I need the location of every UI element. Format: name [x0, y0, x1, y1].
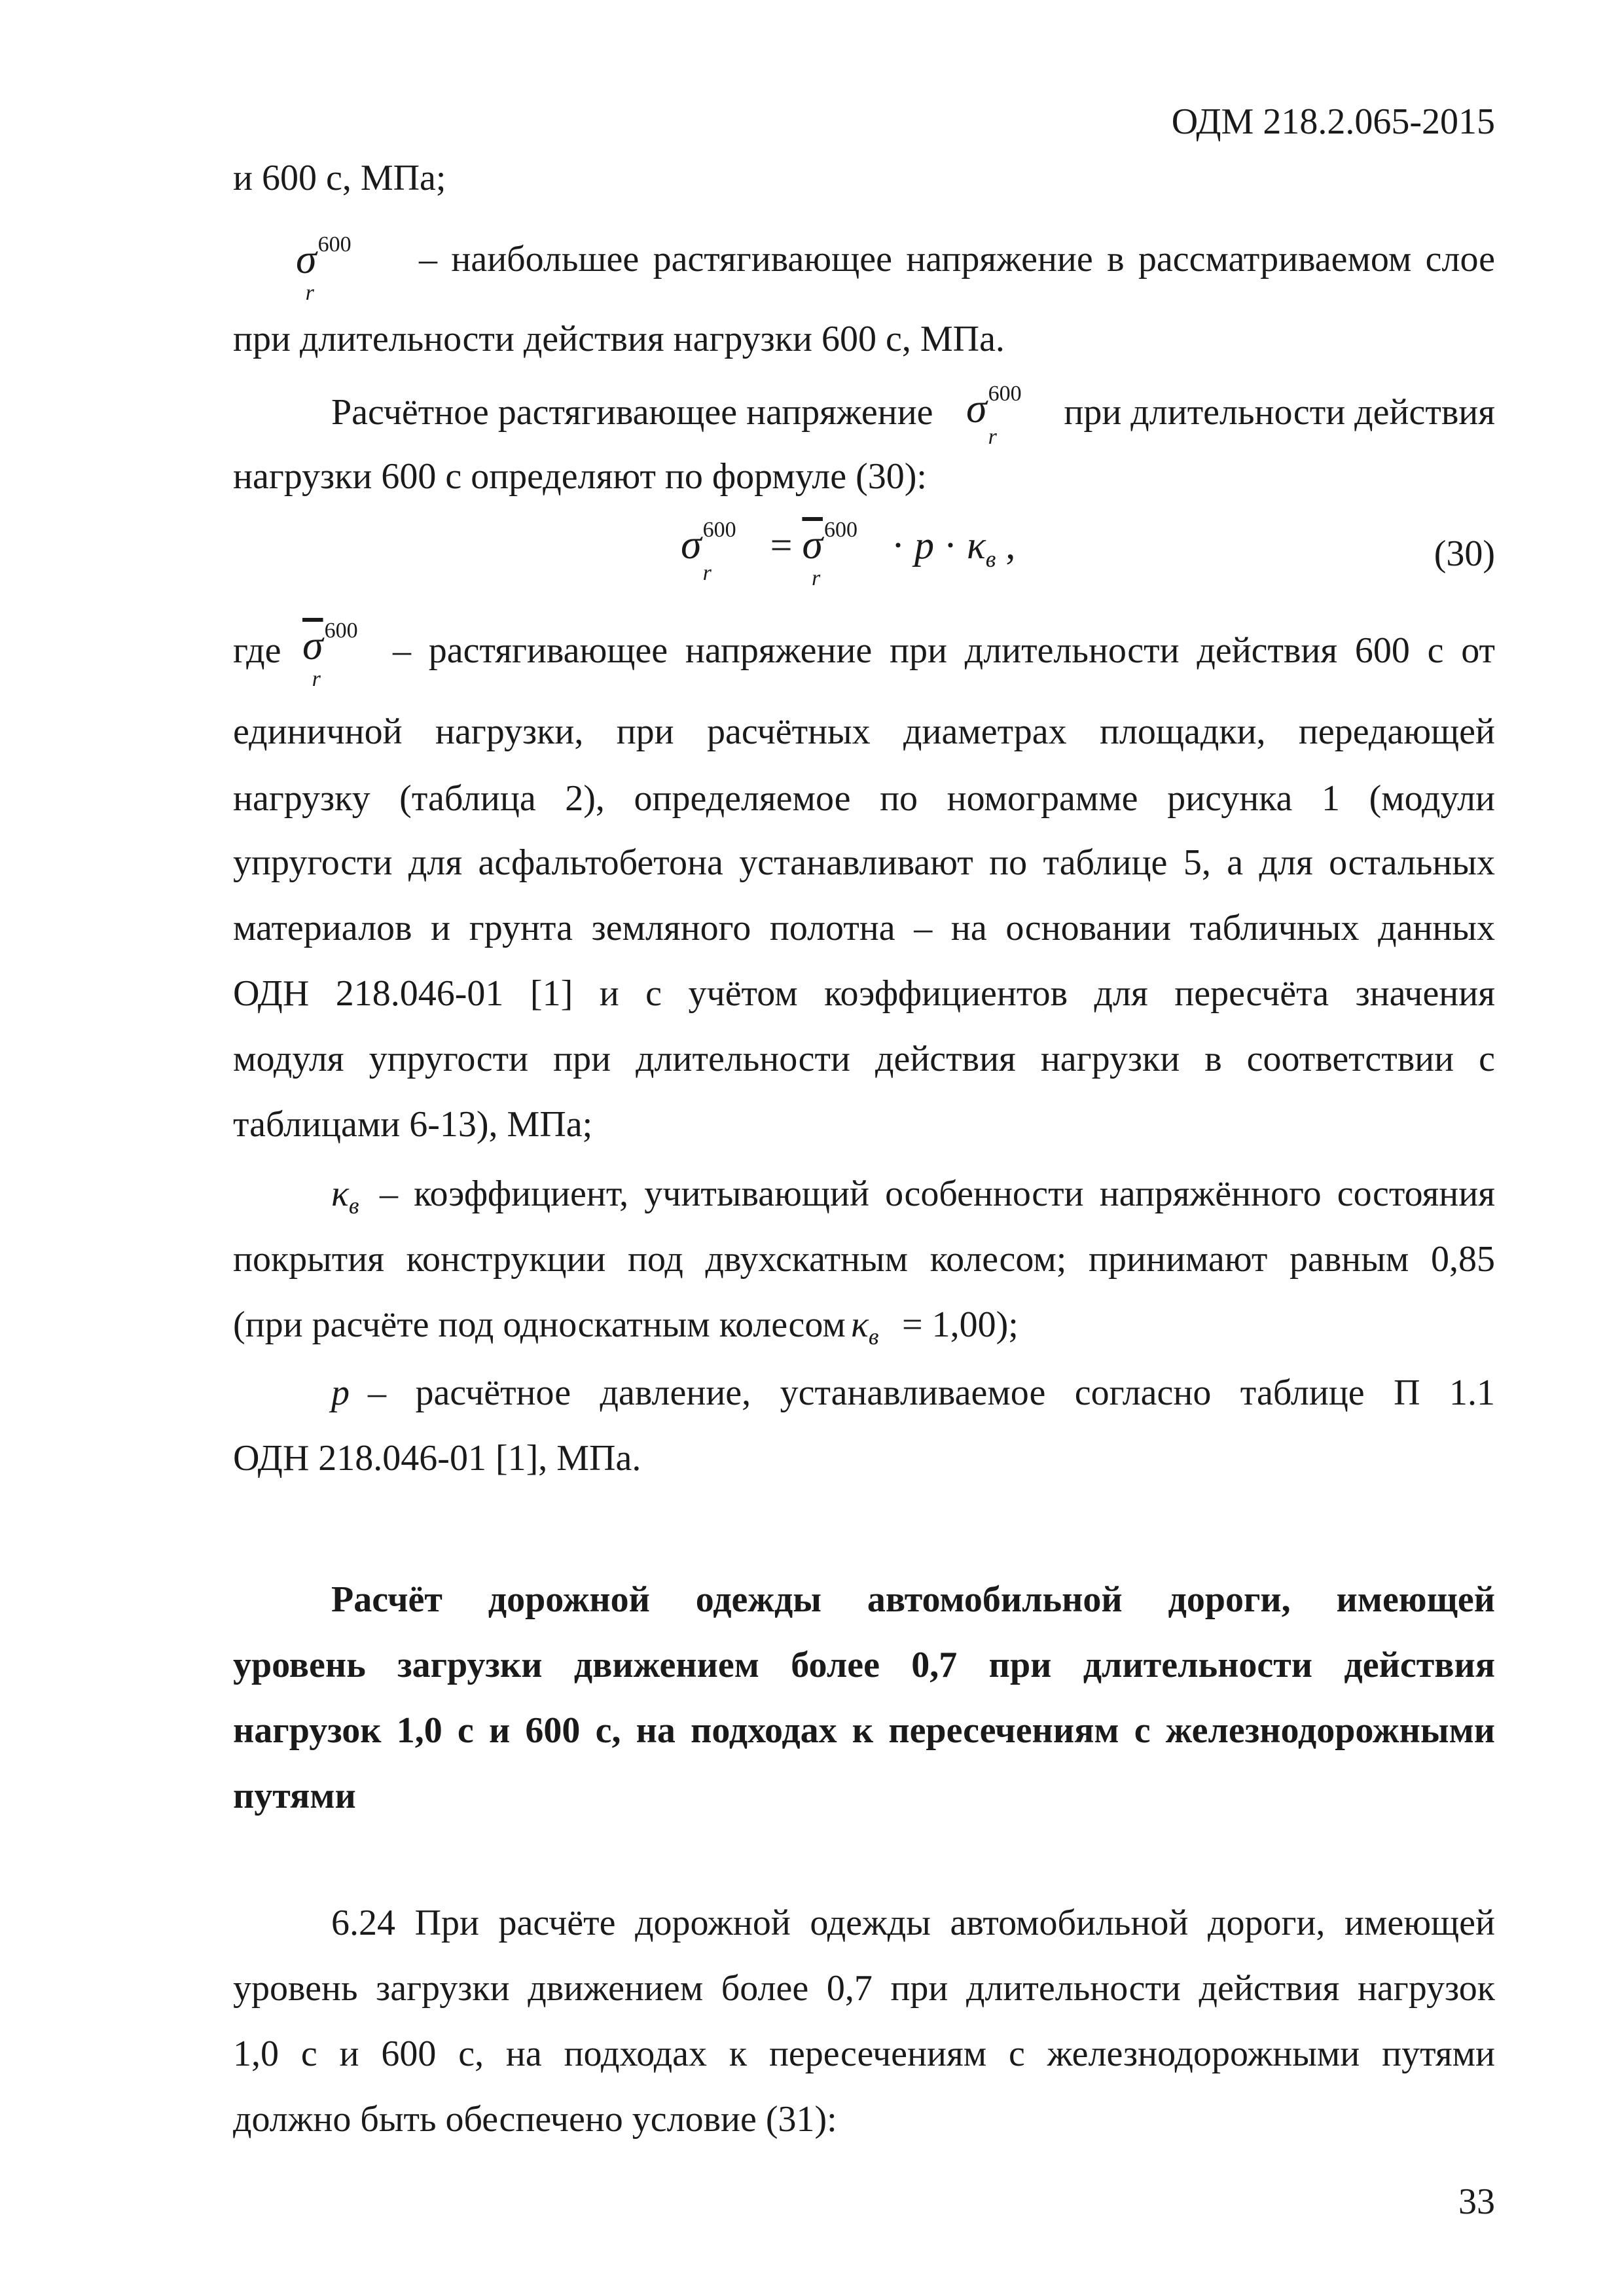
text-line: – растягивающее напряжение при длительности действия 600 с от	[393, 630, 1495, 671]
text-line: и 600 с, МПа;	[233, 158, 446, 198]
kappa-v-symbol: $\kappa_в$	[851, 1304, 879, 1350]
sigma-bar-inline	[302, 619, 407, 691]
text-line: единичной нагрузки, при расчётных диаметрах площадки, передающей	[233, 711, 1495, 752]
multiply-dot: ·	[943, 524, 957, 567]
text-line: ОДН 218.046-01 [1], МПа.	[233, 1438, 641, 1479]
clause-line: должно быть обеспечено условие (31):	[233, 2099, 837, 2140]
clause-line: 1,0 с и 600 с, на подходах к пересечениям с железнодорожными путями	[233, 2034, 1495, 2074]
text-line: Расчётное растягивающее напряжение	[331, 392, 933, 433]
text-line: (при расчёте под односкатным колесом	[233, 1304, 846, 1345]
p-inline	[331, 1371, 370, 1415]
p-symbol: p	[331, 1372, 350, 1413]
clause-line: уровень загрузки движением более 0,7 при длительности действия нагрузок	[233, 1968, 1495, 2009]
section-heading-line: уровень загрузки движением более 0,7 при длительности действия	[233, 1645, 1495, 1685]
sigma-symbol: σ 600 r	[296, 232, 352, 305]
kappa-v-symbol: $\kappa_в$	[966, 524, 996, 572]
section-heading-line: Расчёт дорожной одежды автомобильной дороги, имеющей	[331, 1579, 1495, 1620]
text-line: модуля упругости при длительности действия нагрузки в соответствии с	[233, 1039, 1495, 1079]
sigma-inline	[966, 382, 1071, 449]
text-line: материалов и грунта земляного полотна – на основании табличных данных	[233, 908, 1495, 948]
text-line: нагрузки 600 с определяют по формуле (30):	[233, 456, 927, 497]
document-header-code: ОДМ 218.2.065-2015	[1171, 101, 1495, 142]
equation-number: (30)	[1434, 533, 1495, 574]
clause-line: 6.24 При расчёте дорожной одежды автомобильной дороги, имеющей	[331, 1903, 1495, 1943]
sigma-symbol: σ 600 r	[966, 382, 1022, 449]
section-heading-line: нагрузок 1,0 с и 600 с, на подходах к пересечениям с железнодорожными	[233, 1710, 1495, 1751]
sigma-bar-symbol: σ 600 r	[302, 619, 358, 691]
sigma-bar-symbol: σ 600 r	[802, 518, 857, 590]
sigma-symbol: σ 600 r	[681, 518, 736, 585]
p-symbol: p	[914, 524, 934, 567]
text-line: – наибольшее растягивающее напряжение в рассматриваемом слое	[419, 239, 1495, 279]
text-line: таблицами 6-13), МПа;	[233, 1104, 593, 1145]
kappa-v-symbol: $\kappa_в$	[331, 1174, 359, 1219]
text-line: ОДН 218.046-01 [1] и с учётом коэффициентов для пересчёта значения	[233, 973, 1495, 1014]
kappa-v-inline	[851, 1302, 897, 1359]
comma: ,	[1005, 524, 1016, 567]
text-line: покрытия конструкции под двухскатным колесом; принимают равным 0,85	[233, 1239, 1495, 1280]
text-line: упругости для асфальтобетона устанавливают по таблице 5, а для остальных	[233, 842, 1495, 883]
section-heading-line: путями	[233, 1776, 356, 1816]
text-line: где	[233, 630, 281, 671]
page-number: 33	[1458, 2181, 1495, 2222]
equals-sign: =	[770, 524, 793, 567]
text-line: при длительности действия	[1064, 392, 1495, 433]
text-line: – коэффициент, учитывающий особенности напряжённого состояния	[380, 1174, 1495, 1214]
formula-30	[681, 518, 1016, 590]
multiply-dot: ·	[891, 524, 905, 567]
text-line: при длительности действия нагрузки 600 с, МПа.	[233, 319, 1005, 359]
text-line: – расчётное давление, устанавливаемое согласно таблице П 1.1	[368, 1372, 1495, 1413]
text-line: нагрузку (таблица 2), определяемое по номограмме рисунка 1 (модули	[233, 778, 1495, 819]
text-line: = 1,00);	[902, 1304, 1019, 1345]
